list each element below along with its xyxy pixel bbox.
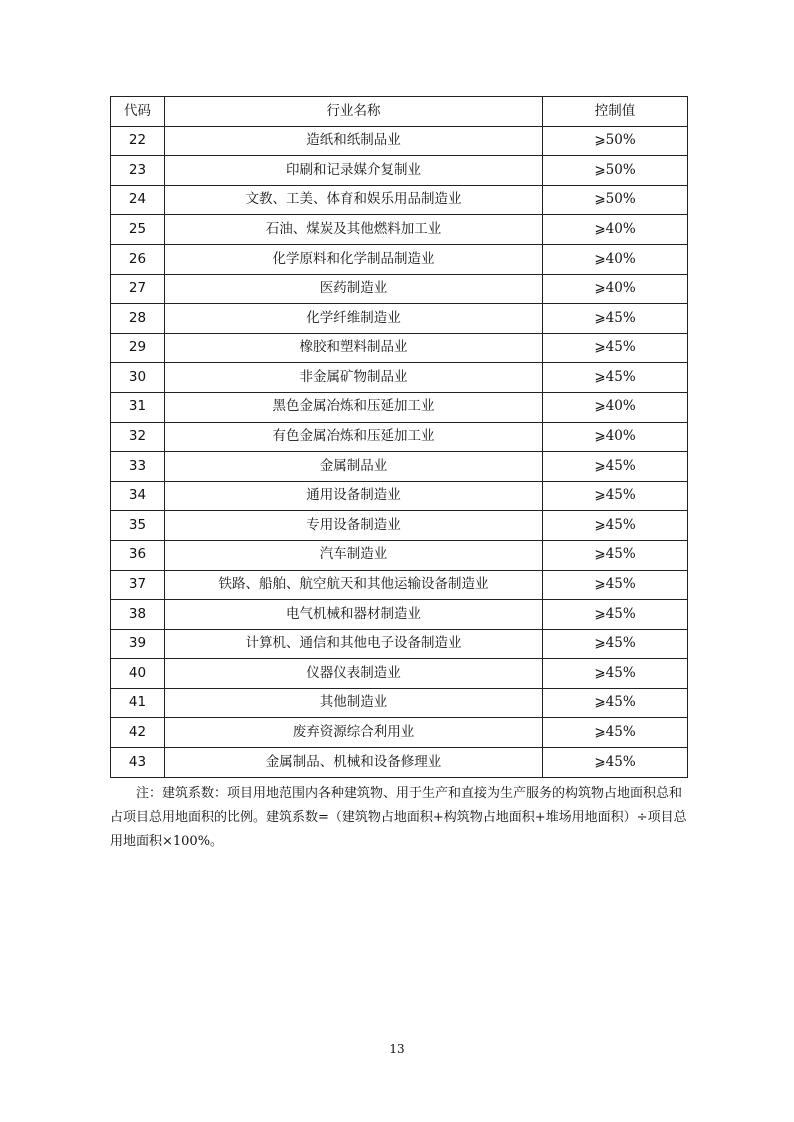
- cell-control-value: ⩾40%: [543, 422, 688, 452]
- table-row: [111, 185, 688, 215]
- cell-industry-name: 化学纤维制造业: [165, 304, 543, 334]
- cell-industry-name: 电气机械和器材制造业: [165, 600, 543, 630]
- cell-code: 27: [111, 274, 165, 304]
- table-row: [111, 422, 688, 452]
- cell-industry-name: 医药制造业: [165, 274, 543, 304]
- table-row: [111, 481, 688, 511]
- cell-code: 22: [111, 126, 165, 156]
- cell-control-value: ⩾45%: [543, 688, 688, 718]
- cell-control-value: ⩾45%: [543, 570, 688, 600]
- cell-code: 25: [111, 215, 165, 245]
- cell-control-value: ⩾50%: [543, 185, 688, 215]
- table-row: [111, 452, 688, 482]
- cell-industry-name: 文教、工美、体育和娱乐用品制造业: [165, 185, 543, 215]
- cell-control-value: ⩾45%: [543, 540, 688, 570]
- cell-control-value: ⩾40%: [543, 274, 688, 304]
- cell-industry-name: 化学原料和化学制品制造业: [165, 244, 543, 274]
- table-row: [111, 215, 688, 245]
- table-row: [111, 748, 688, 778]
- table-body: [111, 126, 688, 777]
- table-row: [111, 304, 688, 334]
- table-row: [111, 126, 688, 156]
- cell-code: 33: [111, 452, 165, 482]
- cell-code: 23: [111, 156, 165, 186]
- cell-code: 29: [111, 333, 165, 363]
- cell-control-value: ⩾40%: [543, 244, 688, 274]
- cell-industry-name: 石油、煤炭及其他燃料加工业: [165, 215, 543, 245]
- table-row: [111, 511, 688, 541]
- cell-control-value: ⩾40%: [543, 215, 688, 245]
- cell-industry-name: 废弃资源综合利用业: [165, 718, 543, 748]
- cell-industry-name: 金属制品、机械和设备修理业: [165, 748, 543, 778]
- table-row: [111, 659, 688, 689]
- cell-control-value: ⩾45%: [543, 333, 688, 363]
- table-row: [111, 156, 688, 186]
- table-row: [111, 629, 688, 659]
- cell-industry-name: 汽车制造业: [165, 540, 543, 570]
- header-industry-name: 行业名称: [165, 97, 543, 127]
- cell-control-value: ⩾45%: [543, 363, 688, 393]
- table-row: [111, 274, 688, 304]
- cell-industry-name: 有色金属冶炼和压延加工业: [165, 422, 543, 452]
- cell-code: 34: [111, 481, 165, 511]
- cell-industry-name: 通用设备制造业: [165, 481, 543, 511]
- cell-control-value: ⩾45%: [543, 629, 688, 659]
- table-row: [111, 333, 688, 363]
- cell-industry-name: 铁路、船舶、航空航天和其他运输设备制造业: [165, 570, 543, 600]
- cell-industry-name: 非金属矿物制品业: [165, 363, 543, 393]
- cell-control-value: ⩾45%: [543, 481, 688, 511]
- cell-code: 24: [111, 185, 165, 215]
- table-header-row: [111, 97, 688, 127]
- table-row: [111, 363, 688, 393]
- cell-code: 36: [111, 540, 165, 570]
- table-row: [111, 244, 688, 274]
- cell-control-value: ⩾45%: [543, 511, 688, 541]
- header-code: 代码: [111, 97, 165, 127]
- header-control-value: 控制值: [543, 97, 688, 127]
- cell-code: 31: [111, 392, 165, 422]
- cell-code: 37: [111, 570, 165, 600]
- cell-code: 39: [111, 629, 165, 659]
- cell-industry-name: 计算机、通信和其他电子设备制造业: [165, 629, 543, 659]
- cell-industry-name: 其他制造业: [165, 688, 543, 718]
- cell-control-value: ⩾45%: [543, 600, 688, 630]
- cell-control-value: ⩾40%: [543, 392, 688, 422]
- cell-industry-name: 橡胶和塑料制品业: [165, 333, 543, 363]
- page-number: 13: [389, 1042, 405, 1056]
- table-row: [111, 392, 688, 422]
- table-row: [111, 688, 688, 718]
- cell-code: 30: [111, 363, 165, 393]
- cell-code: 35: [111, 511, 165, 541]
- cell-industry-name: 专用设备制造业: [165, 511, 543, 541]
- cell-code: 41: [111, 688, 165, 718]
- table-row: [111, 600, 688, 630]
- table-row: [111, 570, 688, 600]
- cell-control-value: ⩾50%: [543, 156, 688, 186]
- cell-code: 42: [111, 718, 165, 748]
- cell-industry-name: 仪器仪表制造业: [165, 659, 543, 689]
- cell-industry-name: 造纸和纸制品业: [165, 126, 543, 156]
- table-note: 注：建筑系数：项目用地范围内各种建筑物、用于生产和直接为生产服务的构筑物占地面积总和占项目总用地面积的比例。建筑系数=（建筑物占地面积+构筑物占地面积+堆场用地面积）÷项目总用地面积×100%。: [110, 786, 687, 849]
- cell-industry-name: 金属制品业: [165, 452, 543, 482]
- table-row: [111, 540, 688, 570]
- cell-code: 43: [111, 748, 165, 778]
- cell-industry-name: 黑色金属冶炼和压延加工业: [165, 392, 543, 422]
- cell-control-value: ⩾45%: [543, 452, 688, 482]
- cell-code: 26: [111, 244, 165, 274]
- cell-control-value: ⩾45%: [543, 304, 688, 334]
- cell-control-value: ⩾45%: [543, 718, 688, 748]
- cell-code: 32: [111, 422, 165, 452]
- table-row: [111, 718, 688, 748]
- cell-control-value: ⩾45%: [543, 748, 688, 778]
- cell-control-value: ⩾45%: [543, 659, 688, 689]
- cell-code: 28: [111, 304, 165, 334]
- cell-control-value: ⩾50%: [543, 126, 688, 156]
- industry-control-table: [110, 96, 688, 778]
- cell-code: 40: [111, 659, 165, 689]
- cell-code: 38: [111, 600, 165, 630]
- cell-industry-name: 印刷和记录媒介复制业: [165, 156, 543, 186]
